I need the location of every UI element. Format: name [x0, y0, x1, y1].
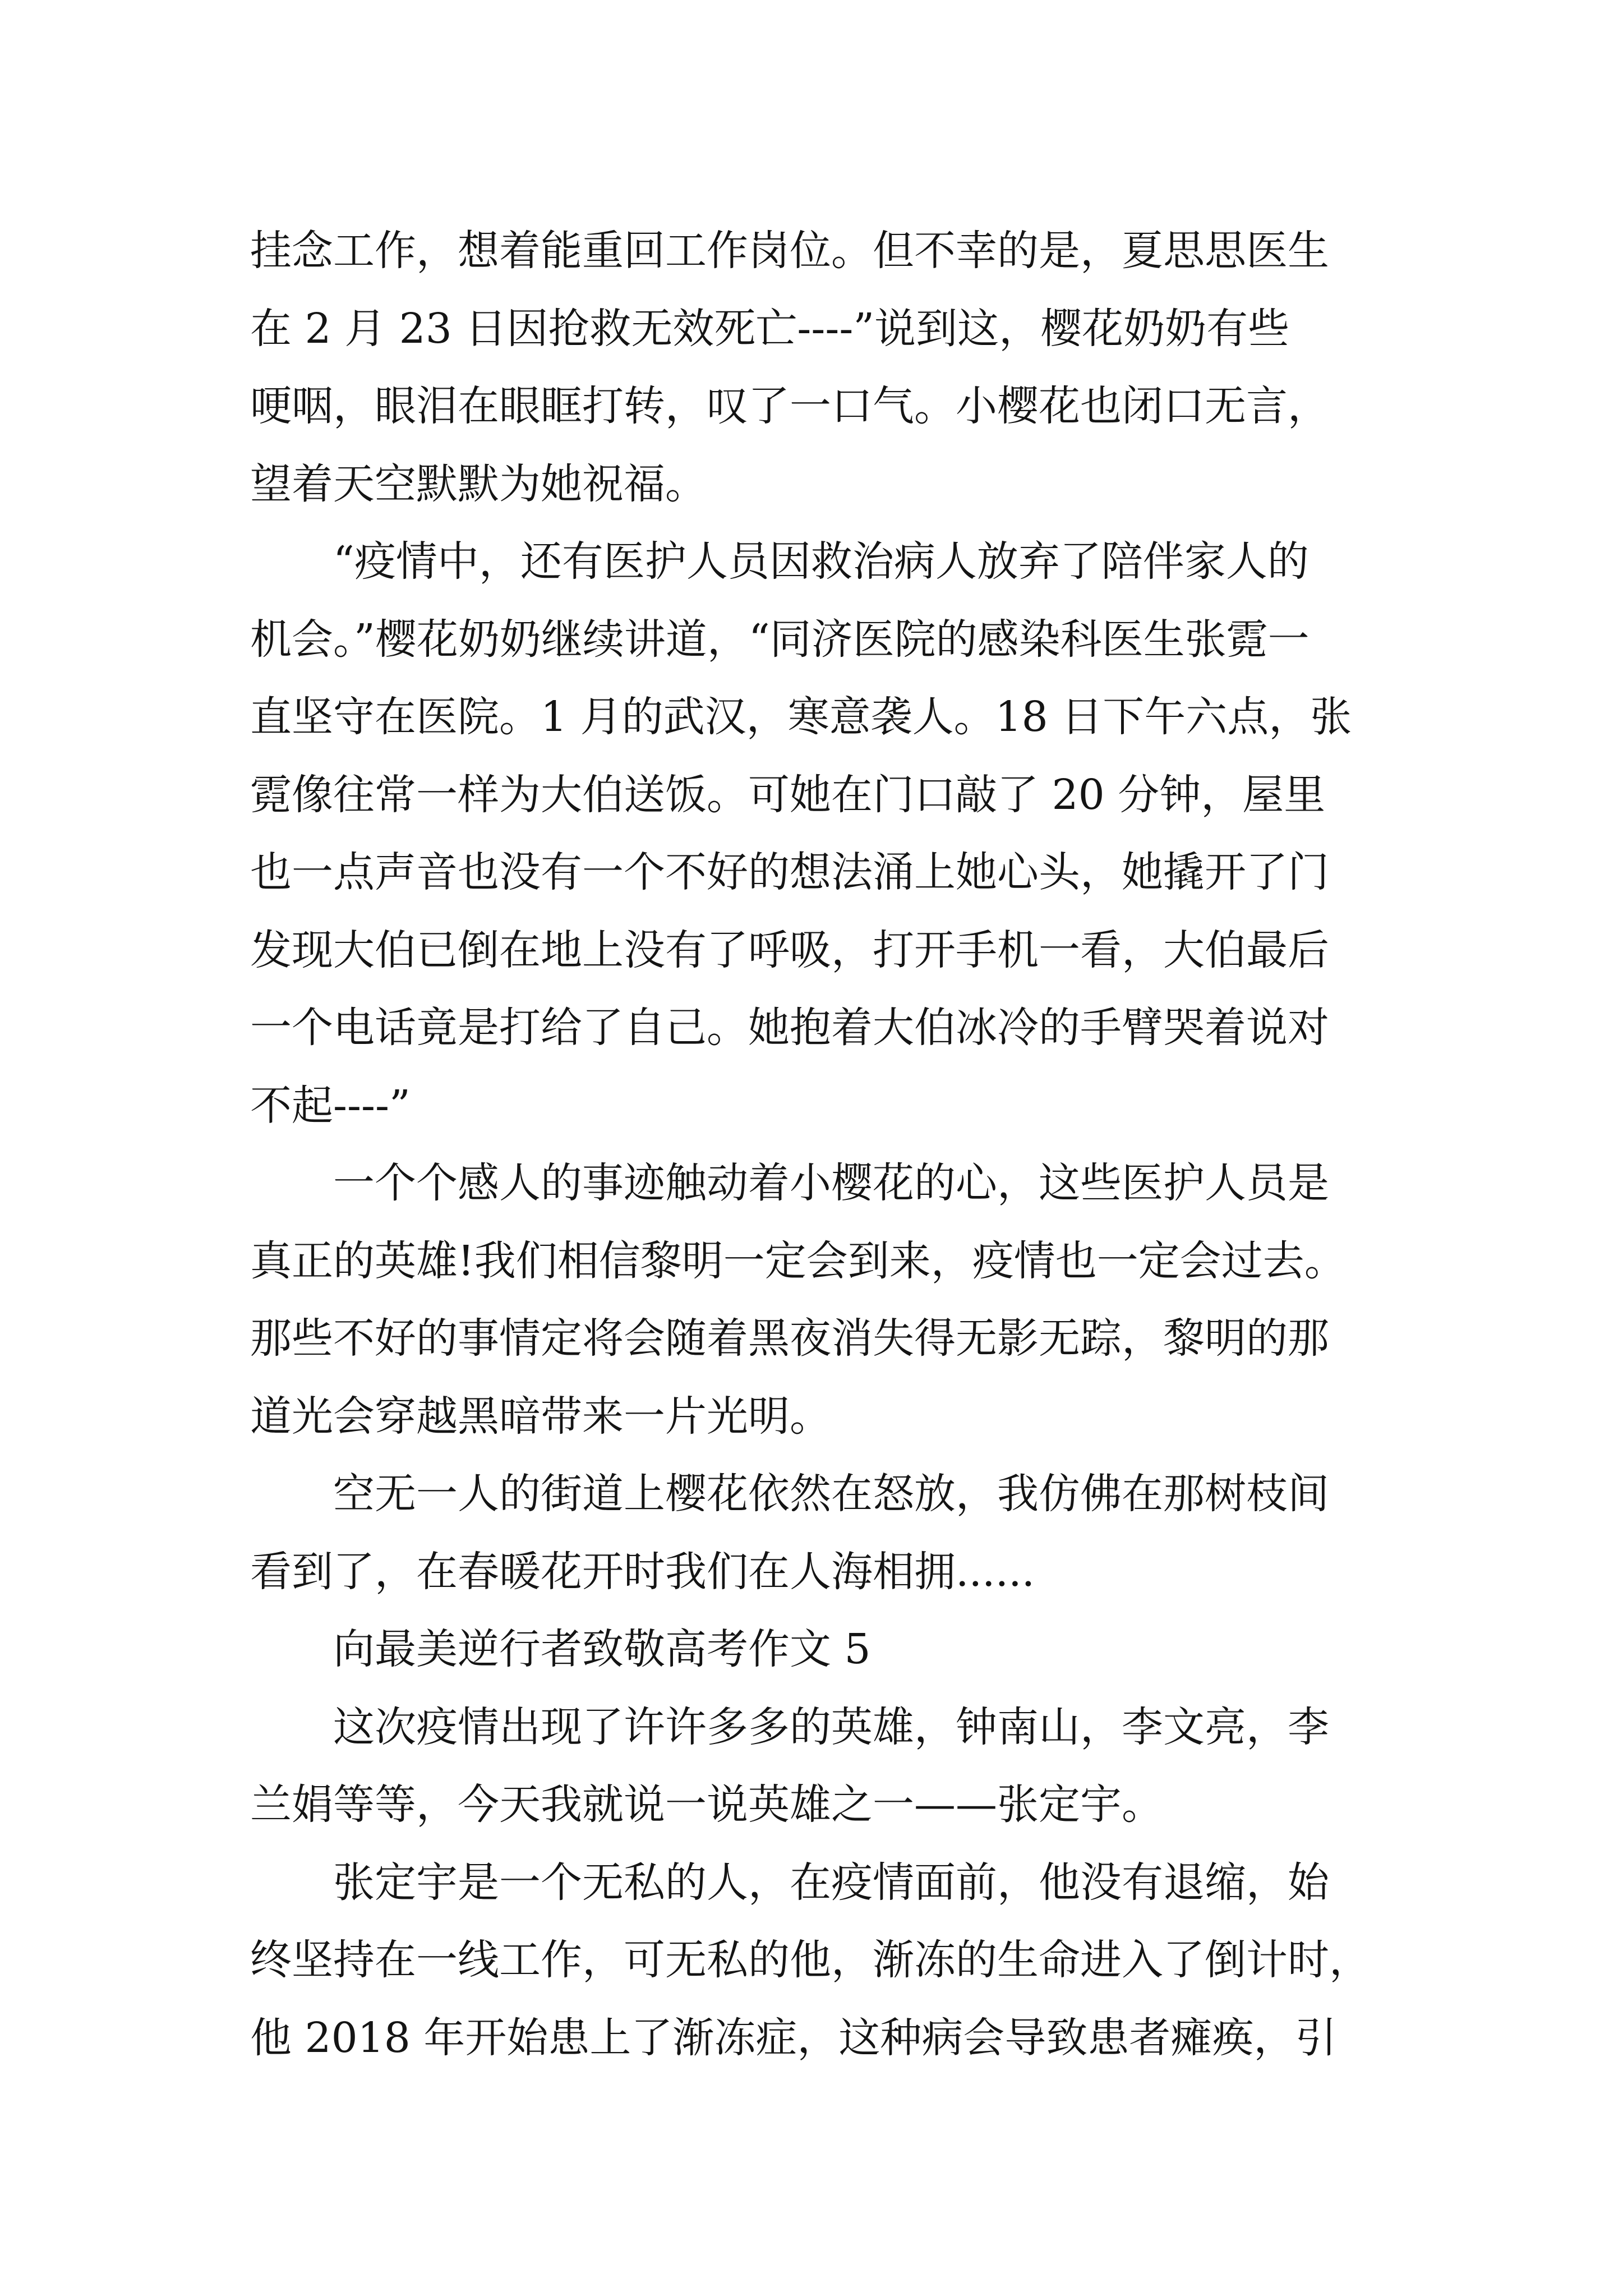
text-line: 一个个感人的事迹触动着小樱花的心，这些医护人员是: [333, 1159, 1329, 1207]
text-line: 望着天空默默为她祝福。: [250, 459, 707, 508]
text-line: 也一点声音也没有一个不好的想法涌上她心头，她撬开了门: [250, 848, 1329, 896]
text-line: 机会。”樱花奶奶继续讲道，“同济医院的感染科医生张霓一: [250, 615, 1310, 664]
text-line: 这次疫情出现了许许多多的英雄，钟南山，李文亮，李: [333, 1703, 1329, 1751]
text-line: 道光会穿越黑暗带来一片光明。: [250, 1392, 831, 1441]
section-heading: 向最美逆行者致敬高考作文 5: [333, 1625, 871, 1673]
text-line: 兰娟等等，今天我就说一说英雄之一——张定宇。: [250, 1780, 1163, 1829]
text-line: 发现大伯已倒在地上没有了呼吸，打开手机一看，大伯最后: [250, 926, 1329, 974]
text-line: “疫情中，还有医护人员因救治病人放弃了陪伴家人的: [333, 537, 1309, 586]
text-line: 他 2018 年开始患上了渐冻症，这种病会导致患者瘫痪，引: [250, 2013, 1337, 2062]
text-line: 不起----”: [250, 1081, 411, 1130]
text-line: 挂念工作，想着能重回工作岗位。但不幸的是，夏思思医生: [250, 227, 1329, 275]
text-line: 在 2 月 23 日因抢救无效死亡----”说到这，樱花奶奶有些: [250, 304, 1290, 353]
text-line: 那些不好的事情定将会随着黑夜消失得无影无踪，黎明的那: [250, 1314, 1329, 1363]
document-body: [250, 212, 1405, 2077]
text-line: 真正的英雄!我们相信黎明一定会到来，疫情也一定会过去。: [250, 1236, 1346, 1285]
text-line: 张定宇是一个无私的人，在疫情面前，他没有退缩，始: [333, 1858, 1329, 1907]
text-line: 空无一人的街道上樱花依然在怒放，我仿佛在那树枝间: [333, 1470, 1329, 1518]
text-line: 终坚持在一线工作，可无私的他，渐冻的生命进入了倒计时，: [250, 1936, 1371, 1984]
text-line: 一个电话竟是打给了自己。她抱着大伯冰冷的手臂哭着说对: [250, 1004, 1329, 1052]
text-line: 霓像往常一样为大伯送饭。可她在门口敲了 20 分钟，屋里: [250, 770, 1326, 819]
text-line: 哽咽，眼泪在眼眶打转，叹了一口气。小樱花也闭口无言，: [250, 382, 1329, 430]
text-line: 看到了，在春暖花开时我们在人海相拥......: [250, 1547, 1035, 1596]
text-line: 直坚守在医院。1 月的武汉，寒意袭人。18 日下午六点，张: [250, 693, 1352, 741]
